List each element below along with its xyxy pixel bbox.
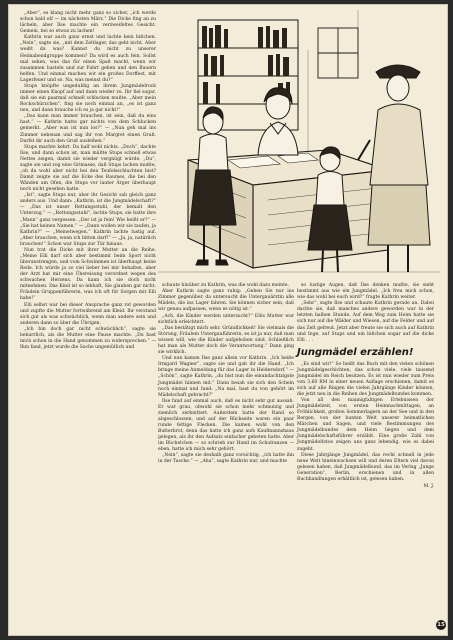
body-paragraph: Kathrin war auch ganz ernst und lachte kein bißchen. „Nein“, sagte sie, „mit dem Zeltlager, das geht nicht. Aber weißt du was? Kannst du nicht zu unserer Heimabendgruppe kommen? Da wird es auch fein. Sollst mal sehen, was das für einen Spaß macht, wenn wir zusammen basteln und zur Fahrt gehen und den Bauern helfen. Und einmal machen wir ein großes Dorffest, mit Lagerfeuer und so. Na, was meinst du?“	[20, 35, 156, 83]
body-paragraph: „Aber“, es klang nicht mehr ganz so sicher, „ich werde schon bald elf — im nächsten März.“ Die Dicke fing an zu lächeln, aber Ilse machte ein verzweifeltes Gesicht. Gemein, bei so etwas zu lachen!	[20, 11, 156, 35]
body-paragraph: Und nun kamen Ilse ganz allein vor Kathrin. „Ich heiße Irmgard Wagner“, sagte sie und gab ihr die Hand. „Ich bringe meine Anmeldung für das Lager in Heidersdorf.“ — „Schön“, sagte Kathrin, „du bist nun die einundachtzigste Jungmädel hinnen mit.“ Dann besah sie sich den Schein noch einmal und fand: „Na mal, hast du von gehört im Mädelschaft gebracht?“	[158, 356, 294, 398]
body-paragraph: so lustige Augen, daß Ilse denken mußte, sie sieht bestimmt aus wie ein Jungmädel. „Ich freu mich schon, wie das wohl bei euch wird?“ fragte Kathrin weiter.	[297, 283, 434, 301]
body-paragraph: Nun trat die Dicke mit ihrer Mutter an die Reihe. „Meine Elli darf sich aber bestimmt beim Sport nicht überanstrengen, und vom Schwimmen ist überhaupt keine Rede. Ich würde ja so viel lieber bei mir behalten, aber der Arzt hat mir eine Übereisung verordnet wegen des schwachen Herzens. Da kann ich sie doch nicht mitnehmen. Das Kind ist so lebhaft, Sie glauben gar nicht. Fräulein Gruppenführerin, was ich oft für Sorgen mit Elli habe!“	[20, 247, 156, 302]
middle-column	[158, 283, 294, 466]
body-paragraph: „Ist“, sagte Stups nur, aber ihr Gesicht sah gleich ganz anders aus. Und dann: „Kathrin, ist die Jungmädelschaft?“ — „Das ist unser Rettungsstuhl, der bemalt den Unterzug.“ — „Rettungsstuhl“, lachte Stups, sie hatte ihre „Mann“ ganz vergessen. „Der ist ja fein! Wie heißt er?“ — „Sie hat keinen Namen.“ — „Dann wollen wir sie taufen, ja Kathrin?“ — „Meinetwegen.“ Kathrin lachte lustig auf. „Aber brauchen, wenn ich bitten darf!“ — „Ja, ja, natürlich brauchen!“ Schon war Stups zur Tür hinaus.	[20, 193, 156, 247]
author-signature: M. J.	[423, 483, 434, 489]
body-paragraph: Stups machte kehrt. Da half wohl nichts. „Doch“, dachte Ilse, und dann schon ist, man müßte Stups schnell etwas Nettes zeigen, damit sie wieder vergnügt würde. „Du“, sagte sie und zog eine Grimasse, daß Stups lachen mußte, „ob du wohl aber nicht bei den Teufelsschluchten bist? Damit zeigte sie auf die Ecke des Raumes, die bei den Wänden am Ofen, die Stups vor lauter Ärger überhaupt noch nicht gesehen hatte.	[20, 144, 156, 193]
body-paragraph: „Ich bin doch gar nicht schwächlich“, sagte sie beharrlich, als die Mutter eine Pause machte. „Du hast mich schon in die Hand genommen zu widersprechen.“ — Ihm fand, jetzt wurde die Sache ungemütlich und	[20, 326, 156, 351]
body-paragraph: Aber Kathrin sagte ganz ruhig: „Gehen Sie nur ins Zimmer gegenüber, da untersucht die Untergauärztin alle Mädels, die ins Lager fahren. Sie können sicher sein, daß wir genau aufpassen, wenn es nötig ist.“	[158, 289, 294, 313]
page-number: 15	[437, 622, 445, 628]
right-column	[297, 283, 434, 490]
article-heading: Jungmädel erzählen!	[297, 346, 414, 358]
body-paragraph: „Nein“, sagte sie deshalb ganz vorsichtig, „ich hatte ihn in der Tasche.“ — „Aha“, sagte Kathrin nur, und machte	[158, 453, 294, 465]
body-paragraph: „Das bestätigt mich sehr. Gründlichkeit! Sie vielmals die Störung, Fräulein Untergauführerin, es ist ja nur, daß man wissen will, wie die Kinder aufgehoben sind. Schließlich hat man als Mutter doch die Verantwortung.“ Dann ging sie wirklich.	[158, 325, 294, 356]
body-paragraph: schaute hinüber zu Kathrin, was die wohl dazu meinte.	[162, 283, 290, 288]
body-paragraph: „Ach, die Kinder werden untersucht?“ Ellis Mutter war sichtlich erleichtert.	[158, 313, 294, 325]
body-paragraph: Stups knöpfte ungeduldig an ihrem Jungmädelrock immer einen Knopf auf und dann wieder zu. Ihr fiel sogar, daß sie ein paarmal schnell schlucken mußte. „Aber mein Rockschürzchen“, fing sie noch einmal an, „es ist ganz neu, und dann brauche ich es ja gar nicht!“	[20, 83, 156, 114]
girls-at-registration-desk-illustration	[158, 10, 440, 278]
body-paragraph: Diese Jahrgänge Jungmädel, das recht schnell in jede neue Welt hineinwachsen will und deren Eltern viel davon gelesen haben, daß Jungmädelbund, das im Verlag „Junge Generation“, Berlin, erschienen und in allen Buchhandlungen erhältlich ist, gelesen haben.	[297, 452, 434, 482]
left-column	[20, 11, 156, 351]
magazine-page	[8, 4, 448, 636]
body-paragraph: Ilse fand auf einmal auch, daß es nicht sehr gut aussah. Er war grau, obwohl sie schon mehr schmutzig und ziemlich zerknittert. Außerdem hatte der Rand so abgeschlossen, und auf der Rückseite waren ein paar runde fettige Flecken. Die kamen wohl von den Butterbrot, denn das hatte ich ganz aufs Kaufmannshaus gelegen, als ihr den Aufsatz einfacher gebeten hatte. Aber im Büchelchen — so schrieb zur Hand im Schulranzen — eben, hatte ich mich sehr gehört.	[158, 398, 294, 453]
body-paragraph: Elli selbst war bei dieser Ansprache ganz rot geworden und zupfte die Mutter fortwährend am Kleid. Ihr verstand sich gut als was schwächlich, wenn man andere sein und anderen dann so über die Übrigen.	[20, 302, 156, 326]
body-paragraph: Von all den mannigfaltigen Erlebnissen der Jungmädelzeit, von ersten Heimnachmittagen, an Fröhlichkeit, großen Sommerlagern an der See und in den Bergen, von der bunten Welt unserer heimatlichen Märchen und Sagen, und viele Bestimmungen des Jungmädelbundes dem Heim liegen und dem Jungmädelschaftsführer erzählt. Eine große Zahl von Jungmädelfotos zeigen uns ganz lebendig, wie es dabei zugeht.	[297, 398, 434, 452]
body-paragraph: „Sehr“, sagte Ilse und schaute Kathrin gerade an. Dabei dachte sie, daß manches andere geworden war in der letzten halben Stunde. Auf dem Weg zum Heim hatte sie sich nur auf die Wälder und Wiesen, auf die Felder und auf das Zelt gefreut. Jetzt aber freute sie sich auch auf Kathrin und Inge, auf Stups und ein bißchen sogar auf die dicke Elli . . .	[297, 301, 434, 343]
body-paragraph: „Das kann man immer brauchen, ist sein, daß du eins hast.“ — Kathrin hatte gar nichts von dem Schlucken gemerkt. „Aber was ist nun los?“ — „Nun geh mal ins Zimmer nebenan und sag ihr von Margret einen Gruß. Darfst dir auch den Gruß ausleihen.“	[20, 114, 156, 144]
body-paragraph: „Es sind wir!“ So heißt das Buch mit den vielen schönen Jungmädelgeschichten, das schon viele, viele tausend Jungmädel im Reich besitzen. Es ist nun wieder zum Preis von 3,60 RM in einer neuen Auflage erschienen, damit es sich auf alle Ringen die vielen Jahrgänge Kinder können, die jetzt neu in die Reihen des Jungmädelbundes kommen.	[297, 361, 434, 397]
